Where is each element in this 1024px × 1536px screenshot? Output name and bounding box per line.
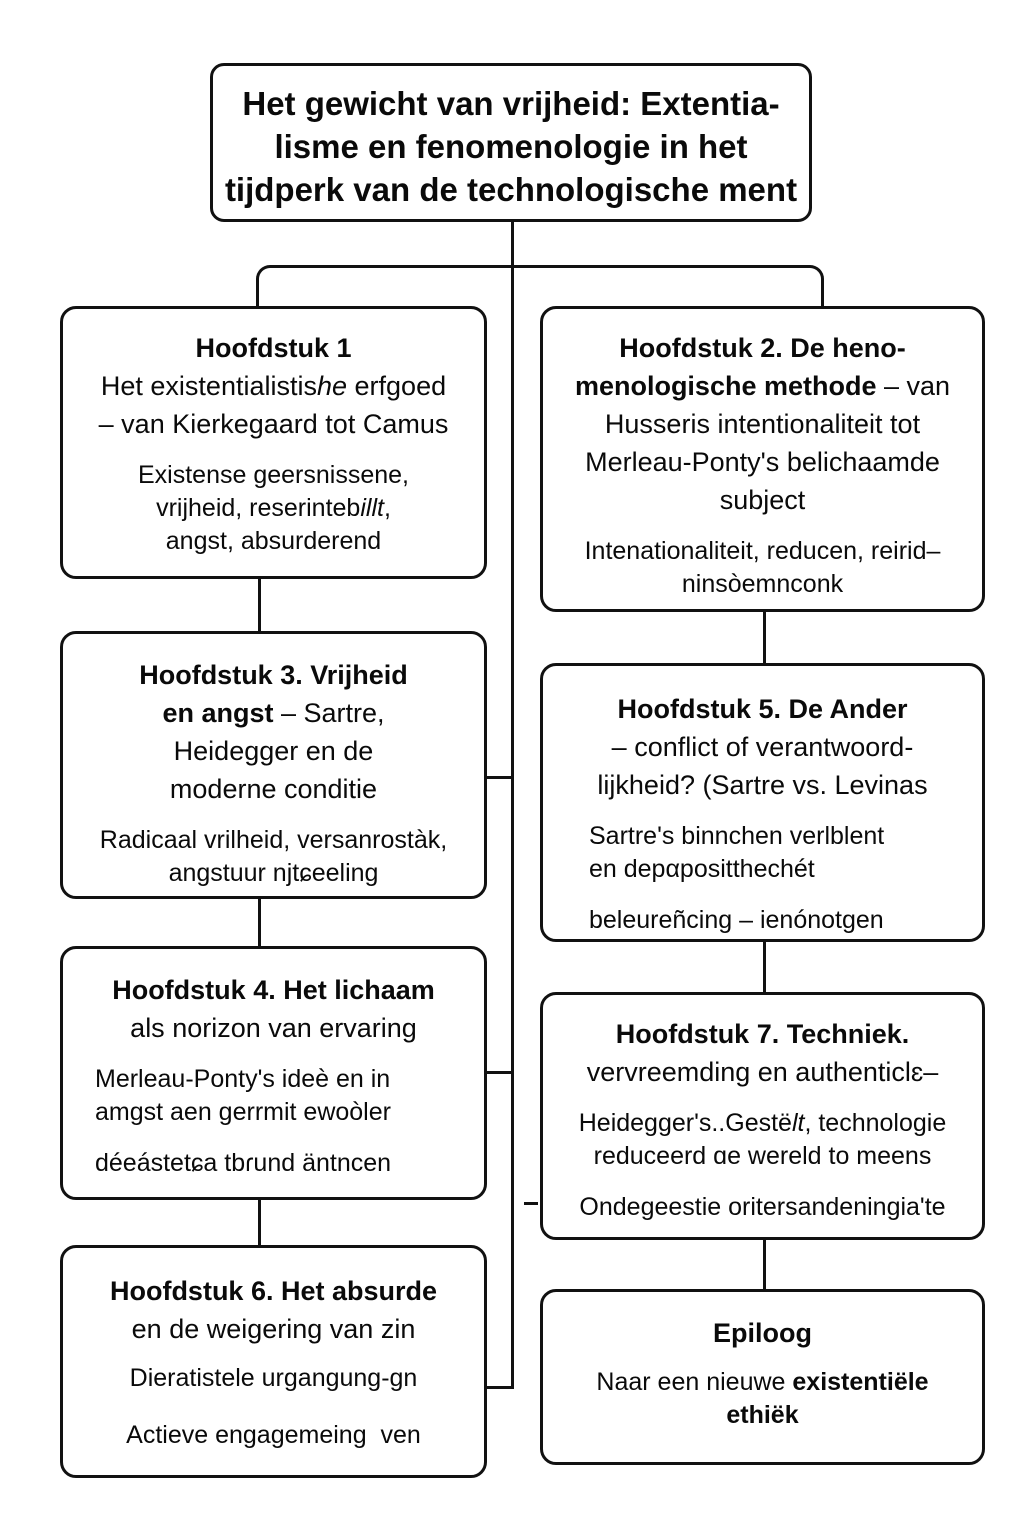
keyword-paragraph (543, 535, 982, 601)
text-line (543, 568, 982, 601)
chapter-heading (63, 329, 484, 443)
connector-h7-to-epiloog (763, 1240, 766, 1289)
keyword-paragraph (543, 1366, 982, 1432)
text-segment: Epiloog (713, 1318, 812, 1348)
keyword-paragraph (95, 1147, 476, 1180)
text-segment: Heidegger's..Gestë (578, 1109, 792, 1137)
text-line (63, 770, 484, 808)
chapter-keywords (63, 824, 484, 890)
text-line (63, 824, 484, 857)
text-segment: angstuur njtɕeeling (168, 859, 379, 887)
chapter-keywords (543, 535, 982, 601)
text-segment: Husseris intentionaliteit tot (604, 409, 921, 439)
text-segment: Hoofdstuk 1 (195, 333, 352, 363)
text-segment: Heidegger en de (173, 736, 374, 766)
text-segment: amgst aen gerrmit ewoòler (95, 1098, 391, 1126)
text-segment: Sartre's binnchen verlblent (589, 822, 885, 850)
connector-h4-to-spine (487, 1071, 514, 1074)
title-box (210, 63, 812, 222)
text-segment: Merleau-Ponty's ideè en in (95, 1065, 391, 1093)
text-line (63, 1310, 484, 1348)
text-segment: Naar een nieuwe (596, 1368, 793, 1396)
text-segment: – conflict of verantwoord- (611, 732, 914, 762)
text-segment: Het existentialistis (100, 371, 317, 401)
text-line (589, 853, 974, 886)
text-segment: vervreemding en authenticlɛ– (586, 1057, 939, 1087)
title-line-1: Het gewicht van vrijheid: Extentia- (242, 85, 780, 122)
title-line-2: lisme en fenomenologie in het (274, 128, 748, 165)
text-line (63, 732, 484, 770)
chapter-heading (543, 1314, 982, 1352)
keyword-paragraph (543, 1107, 982, 1173)
text-line (543, 535, 982, 568)
text-segment: Hoofdstuk 5. De Ander (617, 694, 908, 724)
text-segment: en de weigering van zin (131, 1314, 416, 1344)
chapter-box-hoofdstuk-5 (540, 663, 985, 942)
text-segment: als norizon van ervaring (130, 1013, 417, 1043)
text-segment: existentiële (792, 1368, 929, 1396)
text-line (95, 1063, 476, 1096)
keyword-paragraph (63, 459, 484, 558)
text-line (543, 1314, 982, 1352)
connector-top-bracket (256, 265, 824, 309)
text-line (543, 690, 982, 728)
text-segment: Hoofdstuk 3. Vrijheid (139, 660, 408, 690)
chapter-keywords (543, 1366, 982, 1432)
chapter-keywords (63, 459, 484, 558)
text-line (63, 971, 484, 1009)
text-segment: menologische methode (574, 371, 877, 401)
text-line (63, 656, 484, 694)
text-line (63, 1272, 484, 1310)
text-line (63, 857, 484, 890)
text-line (543, 1399, 982, 1432)
text-line (543, 405, 982, 443)
text-line (589, 820, 974, 853)
keyword-paragraph (543, 1191, 982, 1224)
text-segment: moderne conditie (169, 774, 378, 804)
text-line (95, 1147, 476, 1180)
text-line (63, 1009, 484, 1047)
chapter-box-hoofdstuk-3 (60, 631, 487, 899)
chapter-keywords (543, 820, 982, 937)
title-line-3: tijdperk van de technologische ment (224, 171, 798, 208)
text-segment: Merleau-Ponty's belichaamde (585, 447, 940, 477)
chapter-keywords (63, 1063, 484, 1180)
text-segment: – Sartre, (273, 698, 385, 728)
chapter-heading (543, 690, 982, 804)
text-line (543, 1053, 982, 1091)
chapter-box-hoofdstuk-4 (60, 946, 487, 1200)
text-segment: Intenationaliteit, reducen, reirid– (584, 537, 941, 565)
text-segment: Actieve engagemeing ven (126, 1421, 421, 1449)
keyword-paragraph (63, 1419, 484, 1452)
text-line (63, 694, 484, 732)
chapter-keywords (543, 1107, 982, 1224)
text-line (63, 525, 484, 558)
text-segment: , technologie (804, 1109, 947, 1137)
chapter-heading (63, 656, 484, 808)
chapter-heading (543, 1015, 982, 1091)
text-line (63, 405, 484, 443)
chapter-heading (63, 971, 484, 1047)
text-segment: erfgoed (347, 371, 447, 401)
text-line (63, 367, 484, 405)
text-segment: lijkheid? (Sartre vs. Levinas (597, 770, 928, 800)
chapter-box-hoofdstuk-6 (60, 1245, 487, 1478)
keyword-paragraph (589, 820, 974, 886)
text-segment: , (383, 494, 391, 522)
connector-h1-to-h3 (258, 579, 261, 631)
text-line (543, 329, 982, 367)
chapter-box-hoofdstuk-7 (540, 992, 985, 1240)
text-line (63, 492, 484, 525)
text-line (543, 728, 982, 766)
text-segment: illt (360, 494, 384, 522)
text-line (543, 367, 982, 405)
text-line (63, 1419, 484, 1452)
connector-h4-to-h6 (258, 1200, 261, 1245)
text-segment: Radicaal vrilheid, versanrostàk, (99, 826, 448, 854)
keyword-paragraph (63, 1362, 484, 1395)
text-segment: déeástetɕa tbɾund äntncen (95, 1149, 392, 1177)
text-segment: Dieratistele urgangung-gn (129, 1364, 418, 1392)
connector-h5-to-h7 (763, 942, 766, 992)
text-line (589, 904, 974, 937)
text-segment: – van (876, 371, 951, 401)
text-segment: ninsòemnconk (681, 570, 844, 598)
text-segment: vrijheid, reserinteb (156, 494, 361, 522)
connector-spine-to-h6 (487, 1386, 514, 1389)
chapter-heading (63, 1272, 484, 1348)
text-line (543, 1107, 982, 1140)
text-segment: Hoofdstuk 4. Het lichaam (112, 975, 435, 1005)
text-segment: angst, absurderend (165, 527, 382, 555)
text-line (543, 1191, 982, 1224)
chapter-heading (543, 329, 982, 519)
chapter-box-hoofdstuk-2 (540, 306, 985, 612)
connector-h2-to-h5 (763, 612, 766, 663)
epilogue-box (540, 1289, 985, 1465)
text-line (95, 1096, 476, 1129)
text-segment: beleureñcing – ienónotgen (589, 906, 884, 934)
connector-center-spine (511, 222, 514, 1389)
keyword-paragraph (63, 824, 484, 890)
text-segment: en depαpositthechét (589, 855, 815, 883)
text-segment: en angst (162, 698, 274, 728)
text-segment: Hoofdstuk 2. De heno- (619, 333, 906, 363)
text-segment: he (316, 371, 348, 401)
keyword-paragraph (95, 1063, 476, 1129)
connector-dash-left-of-h7 (524, 1202, 538, 1205)
text-line (543, 1366, 982, 1399)
text-line (543, 766, 982, 804)
text-segment: Hoofdstuk 6. Het absurde (109, 1276, 438, 1306)
text-segment: Ondegeestie oritersandeningia'te (579, 1193, 946, 1221)
keyword-paragraph (589, 904, 974, 937)
chapter-box-hoofdstuk-1 (60, 306, 487, 579)
text-line (543, 443, 982, 481)
text-segment: reduceerd ɑe wereld to meens (593, 1142, 932, 1170)
text-line (63, 1362, 484, 1395)
connector-h3-to-h4 (258, 899, 261, 946)
text-segment: – van Kierkegaard tot Camus (98, 409, 449, 439)
text-segment: ethiëk (726, 1401, 799, 1429)
text-line (63, 329, 484, 367)
text-segment: Existense geersnissene, (138, 461, 409, 489)
chapter-keywords (63, 1362, 484, 1452)
text-segment: subject (719, 485, 806, 515)
text-line (543, 1015, 982, 1053)
text-segment: lt (791, 1109, 805, 1137)
text-segment: Hoofdstuk 7. Techniek. (615, 1019, 910, 1049)
text-line (543, 1140, 982, 1173)
connector-h3-to-spine (487, 776, 514, 779)
text-line (543, 481, 982, 519)
text-line (63, 459, 484, 492)
